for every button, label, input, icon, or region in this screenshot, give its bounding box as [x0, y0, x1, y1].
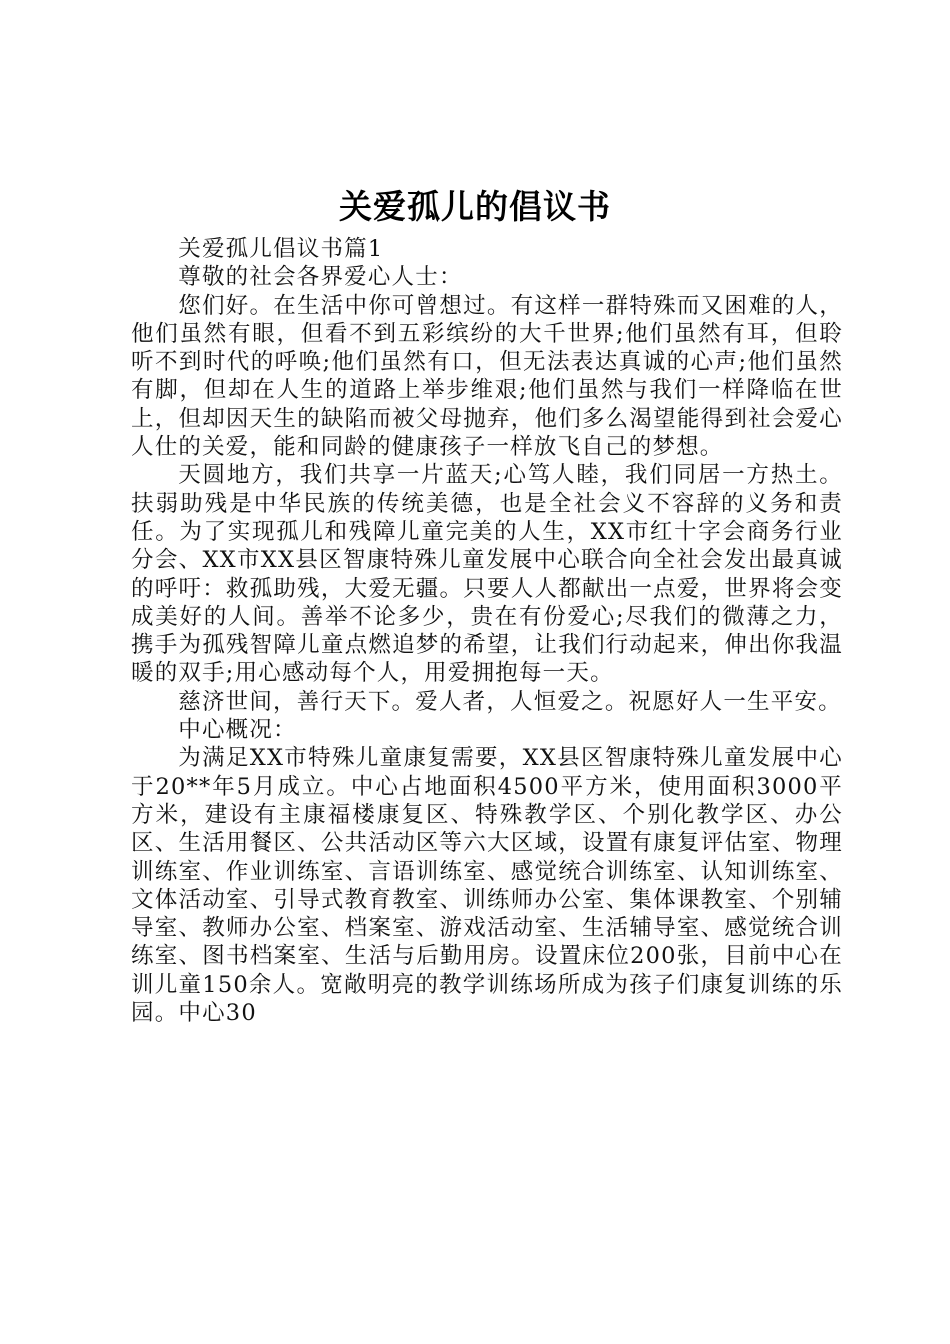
document-title: 关爱孤儿的倡议书	[339, 187, 611, 226]
section-heading: 关爱孤儿倡议书篇1	[178, 236, 384, 262]
paragraph: 慈济世间，善行天下。爱人者，人恒爱之。祝愿好人一生平安。	[178, 688, 842, 715]
paragraph: 您们好。在生活中你可曾想过。有这样一群特殊而又困难的人，他们虽然有眼，但看不到五彩缤纷的大千世界;他们虽然有耳，但聆听不到时代的呼唤;他们虽然有口，但无法表达真诚的心声;他们虽然有脚，但却在人生的道路上举步维艰;他们虽然与我们一样降临在世上，但却因天生的缺陷而被父母抛弃，他们多么渴望能得到社会爱心人仕的关爱，能和同龄的健康孩子一样放飞自己的梦想。	[131, 292, 843, 461]
paragraph: 为满足XX市特殊儿童康复需要，XX县区智康特殊儿童发展中心于20**年5月成立。中心占地面积4500平方米，使用面积3000平方米，建设有主康福楼康复区、特殊教学区、个别化教学区、办公区、生活用餐区、公共活动区等六大区域，设置有康复评估室、物理训练室、作业训练室、言语训练室、感觉统合训练室、认知训练室、文体活动室、引导式教育教室、训练师办公室、集体课教室、个别辅导室、教师办公室、档案室、游戏活动室、生活辅导室、感觉统合训练室、图书档案室、生活与后勤用房。设置床位200张，目前中心在训儿童150余人。宽敞明亮的教学训练场所成为孩子们康复训练的乐园。中心30	[131, 745, 843, 1027]
document-body	[131, 235, 843, 1027]
salutation: 尊敬的社会各界爱心人士：	[178, 264, 463, 291]
paragraph: 天圆地方，我们共享一片蓝天;心笃人睦，我们同居一方热土。扶弱助残是中华民族的传统美德，也是全社会义不容辞的义务和责任。为了实现孤儿和残障儿童完美的人生，XX市红十字会商务行业分会、XX市XX县区智康特殊儿童发展中心联合向全社会发出最真诚的呼吁：救孤助残，大爱无疆。只要人人都献出一点爱，世界将会变成美好的人间。善举不论多少，贵在有份爱心;尽我们的微薄之力，携手为孤残智障儿童点燃追梦的希望，让我们行动起来，伸出你我温暖的双手;用心感动每个人，用爱拥抱每一天。	[131, 462, 843, 687]
subheading: 中心概况：	[178, 717, 297, 744]
